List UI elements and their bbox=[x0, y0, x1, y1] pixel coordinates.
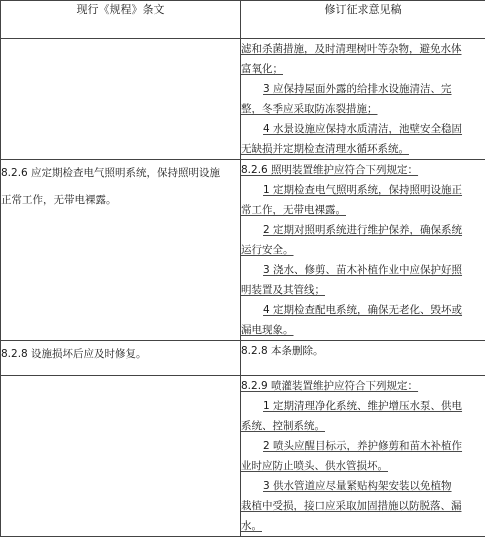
revised-text-line: 3 应保持屋面外露的给排水设施清洁、完 bbox=[241, 79, 485, 99]
current-text-line: 正常工作，无带电裸露。 bbox=[1, 187, 240, 214]
revised-text-line: 运行安全。 bbox=[241, 240, 485, 260]
revised-clause-cell bbox=[241, 39, 485, 160]
revised-text-line: 8.2.8 本条删除。 bbox=[241, 341, 485, 361]
revised-text-line: 漏电现象。 bbox=[241, 320, 485, 340]
revised-text-line: 4 水景设施应保持水质清洁，池壁安全稳固 bbox=[241, 119, 485, 139]
revised-text-line: 整，冬季应采取防冻裂措施； bbox=[241, 99, 485, 119]
revised-text-line: 2 定期对照明系统进行维护保养，确保系统 bbox=[241, 220, 485, 240]
revised-text-line: 3 浇水、修剪、苗木补植作业中应保护好照 bbox=[241, 260, 485, 280]
revised-text-line: 栽植中受损，接口应采取加固措施以防脱落、漏 bbox=[241, 496, 485, 516]
revised-text-line: 4 定期检查配电系统，确保无老化、毁坏或 bbox=[241, 300, 485, 320]
table-row bbox=[1, 341, 485, 376]
header-current-clauses: 现行《规程》条文 bbox=[1, 1, 241, 39]
revised-text-line: 1 定期检查电气照明系统，保持照明设施正 bbox=[241, 180, 485, 200]
table-row bbox=[1, 376, 485, 537]
table-header-row bbox=[1, 1, 485, 39]
current-clause-cell bbox=[1, 39, 241, 160]
revised-text-line: 8.2.9 喷灌装置维护应符合下列规定： bbox=[241, 376, 485, 396]
revised-text-line: 1 定期清理净化系统、维护增压水泵、供电 bbox=[241, 396, 485, 416]
current-text-line: 8.2.8 设施损坏后应及时修复。 bbox=[1, 341, 240, 368]
revised-text-line: 系统、控制系统。 bbox=[241, 416, 485, 436]
revised-text-line: 滤和杀菌措施，及时清理树叶等杂物，避免水体 bbox=[241, 39, 485, 59]
revised-text-line: 2 喷头应醒目标示，养护修剪和苗木补植作 bbox=[241, 436, 485, 456]
header-revised-draft: 修订征求意见稿 bbox=[241, 1, 485, 39]
revised-clause-cell bbox=[241, 376, 485, 537]
current-clause-cell bbox=[1, 341, 241, 376]
current-text-line: 8.2.6 应定期检查电气照明系统，保持照明设施 bbox=[1, 160, 240, 187]
revised-text-line: 8.2.6 照明装置维护应符合下列规定： bbox=[241, 160, 485, 180]
revised-text-line: 明装置及其管线； bbox=[241, 280, 485, 300]
revised-clause-cell bbox=[241, 341, 485, 376]
revised-text-line: 3 供水管道应尽量紧贴构架安装以免植物 bbox=[241, 476, 485, 496]
table-row bbox=[1, 39, 485, 160]
revised-clause-cell bbox=[241, 160, 485, 341]
current-clause-cell bbox=[1, 160, 241, 341]
current-clause-cell bbox=[1, 376, 241, 537]
revised-text-line: 富氧化； bbox=[241, 59, 485, 79]
revised-text-line: 水。 bbox=[241, 516, 485, 536]
revised-text-line: 无缺损并定期检查清理水循环系统。 bbox=[241, 139, 485, 159]
table-row bbox=[1, 160, 485, 341]
revised-text-line: 常工作，无带电裸露。 bbox=[241, 200, 485, 220]
revised-text-line: 业时应防止喷头、供水管损坏。 bbox=[241, 456, 485, 476]
